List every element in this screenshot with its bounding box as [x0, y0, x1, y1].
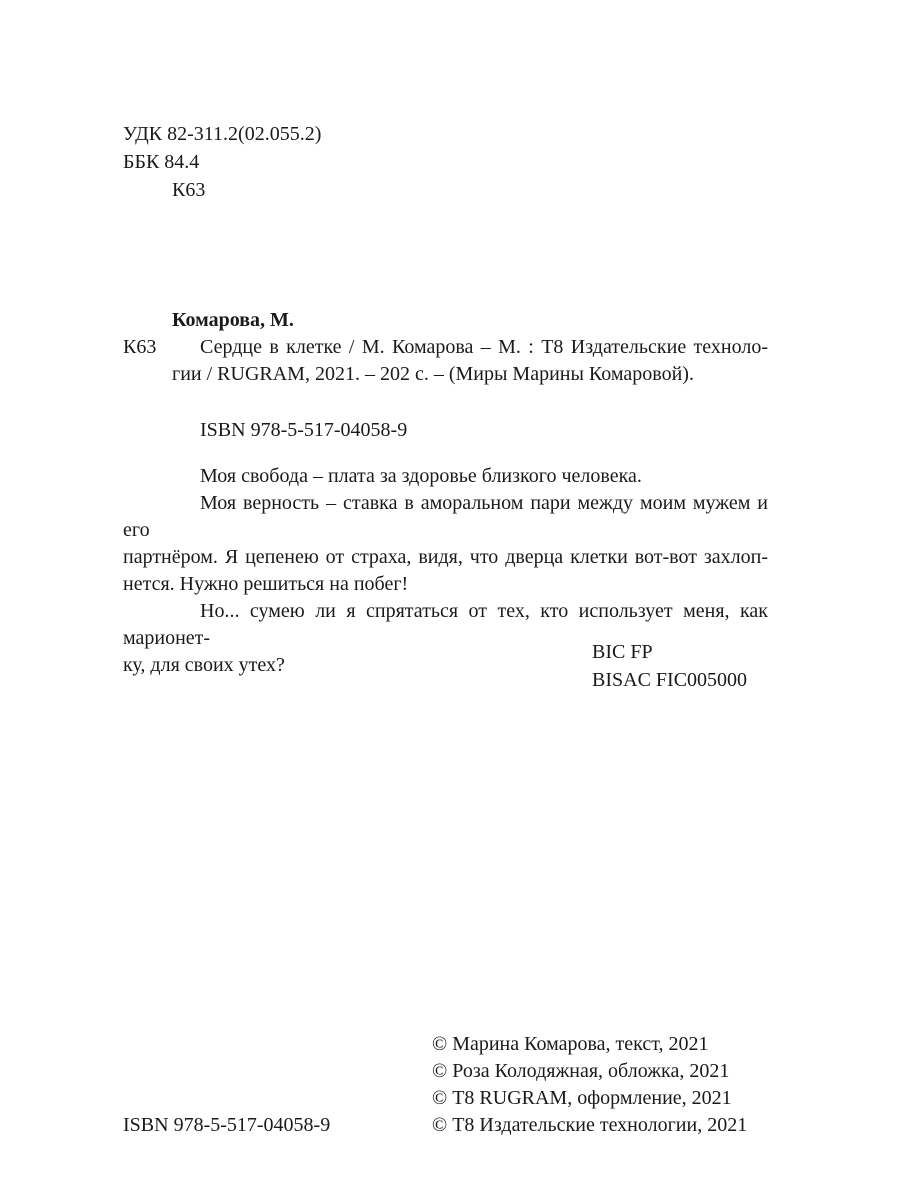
catalog-entry-code: К63 [123, 336, 157, 358]
catalog-entry-block [123, 307, 768, 444]
bic-bisac-block [592, 638, 747, 694]
annotation-line: Моя свобода – плата за здоровье близкого человека. [200, 465, 642, 487]
catalog-entry-line: гии / RUGRAM, 2021. – 202 с. – (Миры Марины Комаровой). [172, 363, 694, 385]
isbn-bottom: ISBN 978-5-517-04058-9 [123, 1114, 331, 1136]
bisac-code: BISAC FIC005000 [592, 669, 748, 691]
copyright-line: © Марина Комарова, текст, 2021 [432, 1033, 709, 1055]
annotation-line: ку, для своих утех? [123, 654, 285, 676]
catalog-author: Комарова, М. [172, 309, 294, 331]
annotation-line: партнёром. Я цепенею от страха, видя, что дверца клетки вот-вот захлоп- [123, 546, 768, 568]
bbk-code: ББК 84.4 [123, 151, 200, 173]
author-sign-code: К63 [172, 179, 206, 201]
catalog-entry-line: Сердце в клетке / М. Комарова – М. : Т8 Издательские техноло- [200, 336, 768, 358]
annotation-line: нется. Нужно решиться на побег! [123, 573, 409, 595]
annotation-line: Моя верность – ставка в аморальном пари между моим мужем и его [123, 492, 768, 541]
copyright-line: © Роза Колодяжная, обложка, 2021 [432, 1060, 730, 1082]
copyright-line: © Т8 RUGRAM, оформление, 2021 [432, 1087, 732, 1109]
copyright-block [432, 1031, 747, 1139]
bic-code: BIC FP [592, 641, 653, 663]
copyright-line: © Т8 Издательские технологии, 2021 [432, 1114, 748, 1136]
annotation-line: Но... сумею ли я спрятаться от тех, кто использует меня, как марионет- [123, 600, 768, 649]
classification-codes-block [123, 120, 321, 204]
udk-code: УДК 82-311.2(02.055.2) [123, 123, 322, 145]
catalog-entry-text [172, 334, 768, 388]
isbn-top: ISBN 978-5-517-04058-9 [200, 419, 408, 441]
catalog-entry [123, 334, 768, 388]
